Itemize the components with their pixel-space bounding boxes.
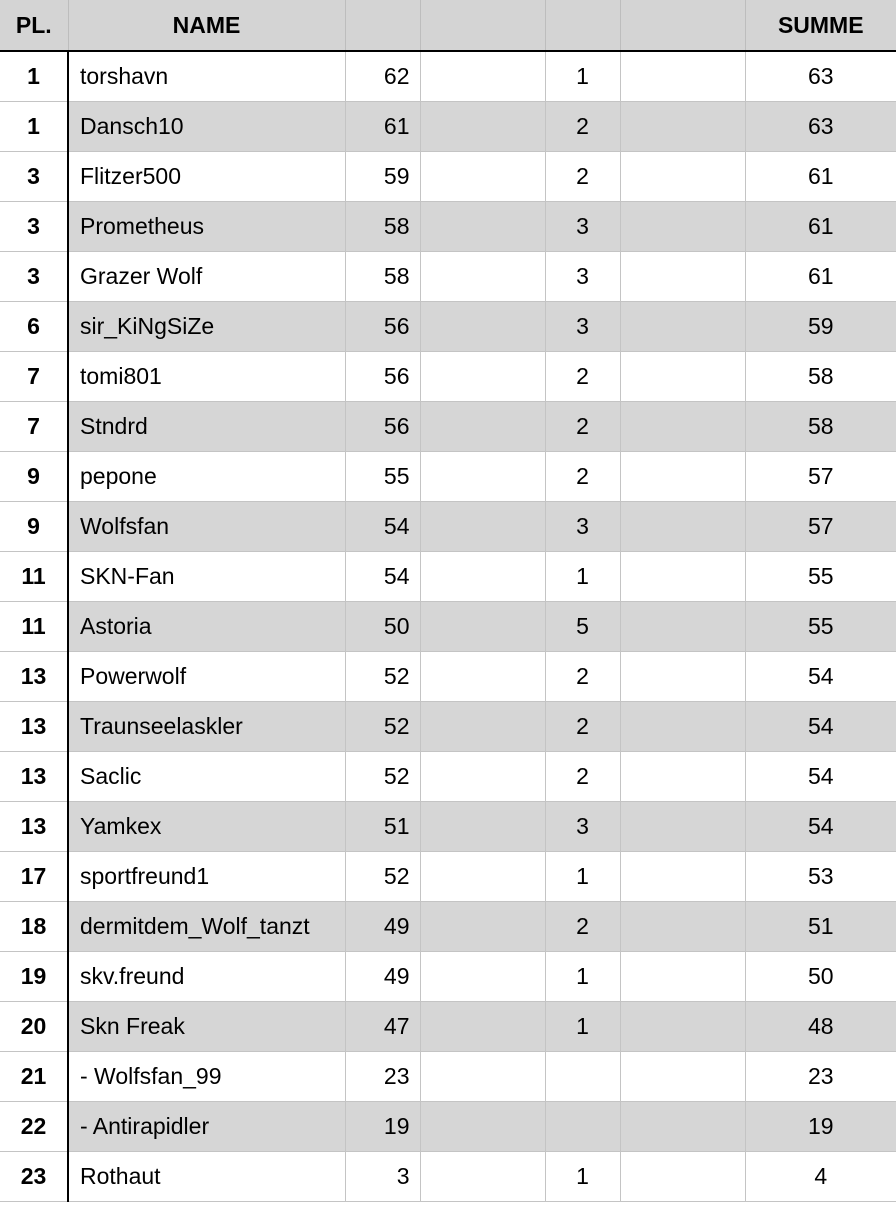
empty-cell — [420, 852, 545, 902]
empty-cell — [620, 452, 745, 502]
bonus-cell: 1 — [545, 1152, 620, 1202]
place-cell: 13 — [0, 652, 68, 702]
points-cell: 58 — [345, 252, 420, 302]
name-cell: Powerwolf — [68, 652, 345, 702]
empty-cell — [620, 752, 745, 802]
sum-cell: 59 — [745, 302, 896, 352]
empty-cell — [620, 852, 745, 902]
empty-cell — [620, 702, 745, 752]
place-cell: 1 — [0, 51, 68, 102]
points-cell: 62 — [345, 51, 420, 102]
empty-cell — [420, 952, 545, 1002]
empty-cell — [620, 652, 745, 702]
name-cell: Dansch10 — [68, 102, 345, 152]
empty-cell — [620, 902, 745, 952]
bonus-cell: 2 — [545, 902, 620, 952]
points-cell: 55 — [345, 452, 420, 502]
sum-cell: 61 — [745, 202, 896, 252]
name-cell: Prometheus — [68, 202, 345, 252]
header-row — [0, 0, 896, 51]
name-cell: Rothaut — [68, 1152, 345, 1202]
place-cell: 17 — [0, 852, 68, 902]
header-bonus — [545, 0, 620, 51]
empty-cell — [420, 102, 545, 152]
points-cell: 51 — [345, 802, 420, 852]
name-cell: Grazer Wolf — [68, 252, 345, 302]
bonus-cell: 1 — [545, 51, 620, 102]
empty-cell — [620, 252, 745, 302]
empty-cell — [420, 502, 545, 552]
empty-cell — [620, 352, 745, 402]
place-cell: 3 — [0, 252, 68, 302]
empty-cell — [620, 952, 745, 1002]
empty-cell — [420, 252, 545, 302]
table-row — [0, 402, 896, 452]
place-cell: 19 — [0, 952, 68, 1002]
empty-cell — [420, 352, 545, 402]
table-row — [0, 352, 896, 402]
table-row — [0, 502, 896, 552]
sum-cell: 54 — [745, 702, 896, 752]
bonus-cell: 1 — [545, 1002, 620, 1052]
name-cell: Astoria — [68, 602, 345, 652]
table-row — [0, 51, 896, 102]
place-cell: 3 — [0, 152, 68, 202]
points-cell: 52 — [345, 752, 420, 802]
name-cell: Traunseelaskler — [68, 702, 345, 752]
empty-cell — [420, 652, 545, 702]
place-cell: 6 — [0, 302, 68, 352]
name-cell: Yamkex — [68, 802, 345, 852]
empty-cell — [420, 602, 545, 652]
table-row — [0, 202, 896, 252]
table-row — [0, 552, 896, 602]
points-cell: 3 — [345, 1152, 420, 1202]
table-row — [0, 1002, 896, 1052]
sum-cell: 54 — [745, 652, 896, 702]
points-cell: 52 — [345, 652, 420, 702]
empty-cell — [620, 552, 745, 602]
points-cell: 56 — [345, 402, 420, 452]
sum-cell: 58 — [745, 402, 896, 452]
table-row — [0, 702, 896, 752]
sum-cell: 50 — [745, 952, 896, 1002]
name-cell: pepone — [68, 452, 345, 502]
sum-cell: 57 — [745, 502, 896, 552]
name-cell: SKN-Fan — [68, 552, 345, 602]
empty-cell — [620, 202, 745, 252]
table-body — [0, 51, 896, 1202]
name-cell: - Antirapidler — [68, 1102, 345, 1152]
empty-cell — [420, 1152, 545, 1202]
name-cell: Flitzer500 — [68, 152, 345, 202]
bonus-cell: 2 — [545, 652, 620, 702]
bonus-cell: 2 — [545, 152, 620, 202]
place-cell: 11 — [0, 602, 68, 652]
sum-cell: 23 — [745, 1052, 896, 1102]
table-row — [0, 102, 896, 152]
points-cell: 61 — [345, 102, 420, 152]
name-cell: Skn Freak — [68, 1002, 345, 1052]
empty-cell — [620, 152, 745, 202]
place-cell: 7 — [0, 402, 68, 452]
table-row — [0, 752, 896, 802]
empty-cell — [620, 102, 745, 152]
empty-cell — [620, 802, 745, 852]
bonus-cell: 3 — [545, 252, 620, 302]
place-cell: 9 — [0, 502, 68, 552]
points-cell: 49 — [345, 952, 420, 1002]
place-cell: 22 — [0, 1102, 68, 1152]
empty-cell — [420, 1002, 545, 1052]
bonus-cell: 2 — [545, 752, 620, 802]
place-cell: 13 — [0, 802, 68, 852]
empty-cell — [420, 302, 545, 352]
empty-cell — [620, 402, 745, 452]
header-place: PL. — [0, 0, 68, 51]
empty-cell — [620, 1002, 745, 1052]
empty-cell — [420, 902, 545, 952]
place-cell: 13 — [0, 752, 68, 802]
bonus-cell: 2 — [545, 352, 620, 402]
empty-cell — [420, 1052, 545, 1102]
bonus-cell: 1 — [545, 952, 620, 1002]
header-empty-1 — [420, 0, 545, 51]
points-cell: 52 — [345, 702, 420, 752]
sum-cell: 54 — [745, 802, 896, 852]
sum-cell: 61 — [745, 152, 896, 202]
bonus-cell: 3 — [545, 502, 620, 552]
name-cell: - Wolfsfan_99 — [68, 1052, 345, 1102]
place-cell: 18 — [0, 902, 68, 952]
empty-cell — [420, 752, 545, 802]
bonus-cell: 2 — [545, 702, 620, 752]
sum-cell: 55 — [745, 552, 896, 602]
sum-cell: 4 — [745, 1152, 896, 1202]
empty-cell — [420, 452, 545, 502]
empty-cell — [420, 152, 545, 202]
empty-cell — [620, 302, 745, 352]
header-points — [345, 0, 420, 51]
points-cell: 56 — [345, 352, 420, 402]
sum-cell: 19 — [745, 1102, 896, 1152]
name-cell: dermitdem_Wolf_tanzt — [68, 902, 345, 952]
bonus-cell — [545, 1102, 620, 1152]
points-cell: 59 — [345, 152, 420, 202]
empty-cell — [620, 1102, 745, 1152]
place-cell: 11 — [0, 552, 68, 602]
table-row — [0, 302, 896, 352]
name-cell: sportfreund1 — [68, 852, 345, 902]
points-cell: 23 — [345, 1052, 420, 1102]
table-row — [0, 252, 896, 302]
bonus-cell: 2 — [545, 452, 620, 502]
sum-cell: 63 — [745, 102, 896, 152]
name-cell: Stndrd — [68, 402, 345, 452]
sum-cell: 55 — [745, 602, 896, 652]
header-sum: SUMME — [745, 0, 896, 51]
table-row — [0, 152, 896, 202]
name-cell: skv.freund — [68, 952, 345, 1002]
empty-cell — [420, 802, 545, 852]
table-row — [0, 452, 896, 502]
bonus-cell: 3 — [545, 802, 620, 852]
empty-cell — [620, 502, 745, 552]
name-cell: sir_KiNgSiZe — [68, 302, 345, 352]
table-row — [0, 602, 896, 652]
bonus-cell — [545, 1052, 620, 1102]
empty-cell — [420, 202, 545, 252]
sum-cell: 51 — [745, 902, 896, 952]
bonus-cell: 1 — [545, 552, 620, 602]
empty-cell — [420, 702, 545, 752]
bonus-cell: 2 — [545, 102, 620, 152]
empty-cell — [620, 1152, 745, 1202]
table-row — [0, 902, 896, 952]
points-cell: 52 — [345, 852, 420, 902]
points-cell: 47 — [345, 1002, 420, 1052]
header-empty-2 — [620, 0, 745, 51]
table-row — [0, 1102, 896, 1152]
points-cell: 58 — [345, 202, 420, 252]
sum-cell: 54 — [745, 752, 896, 802]
table-row — [0, 802, 896, 852]
bonus-cell: 2 — [545, 402, 620, 452]
sum-cell: 61 — [745, 252, 896, 302]
empty-cell — [420, 402, 545, 452]
bonus-cell: 5 — [545, 602, 620, 652]
sum-cell: 63 — [745, 51, 896, 102]
sum-cell: 53 — [745, 852, 896, 902]
name-cell: Wolfsfan — [68, 502, 345, 552]
bonus-cell: 3 — [545, 202, 620, 252]
header-name: NAME — [68, 0, 345, 51]
sum-cell: 48 — [745, 1002, 896, 1052]
table-row — [0, 652, 896, 702]
place-cell: 9 — [0, 452, 68, 502]
place-cell: 20 — [0, 1002, 68, 1052]
name-cell: tomi801 — [68, 352, 345, 402]
empty-cell — [420, 1102, 545, 1152]
sum-cell: 58 — [745, 352, 896, 402]
points-cell: 54 — [345, 552, 420, 602]
name-cell: Saclic — [68, 752, 345, 802]
name-cell: torshavn — [68, 51, 345, 102]
table-row — [0, 952, 896, 1002]
place-cell: 23 — [0, 1152, 68, 1202]
points-cell: 54 — [345, 502, 420, 552]
empty-cell — [420, 51, 545, 102]
points-cell: 50 — [345, 602, 420, 652]
table-row — [0, 1052, 896, 1102]
empty-cell — [620, 51, 745, 102]
points-cell: 49 — [345, 902, 420, 952]
place-cell: 21 — [0, 1052, 68, 1102]
points-cell: 56 — [345, 302, 420, 352]
place-cell: 1 — [0, 102, 68, 152]
place-cell: 3 — [0, 202, 68, 252]
place-cell: 13 — [0, 702, 68, 752]
bonus-cell: 3 — [545, 302, 620, 352]
points-cell: 19 — [345, 1102, 420, 1152]
empty-cell — [420, 552, 545, 602]
bonus-cell: 1 — [545, 852, 620, 902]
empty-cell — [620, 602, 745, 652]
table-row — [0, 1152, 896, 1202]
table-row — [0, 852, 896, 902]
empty-cell — [620, 1052, 745, 1102]
place-cell: 7 — [0, 352, 68, 402]
sum-cell: 57 — [745, 452, 896, 502]
